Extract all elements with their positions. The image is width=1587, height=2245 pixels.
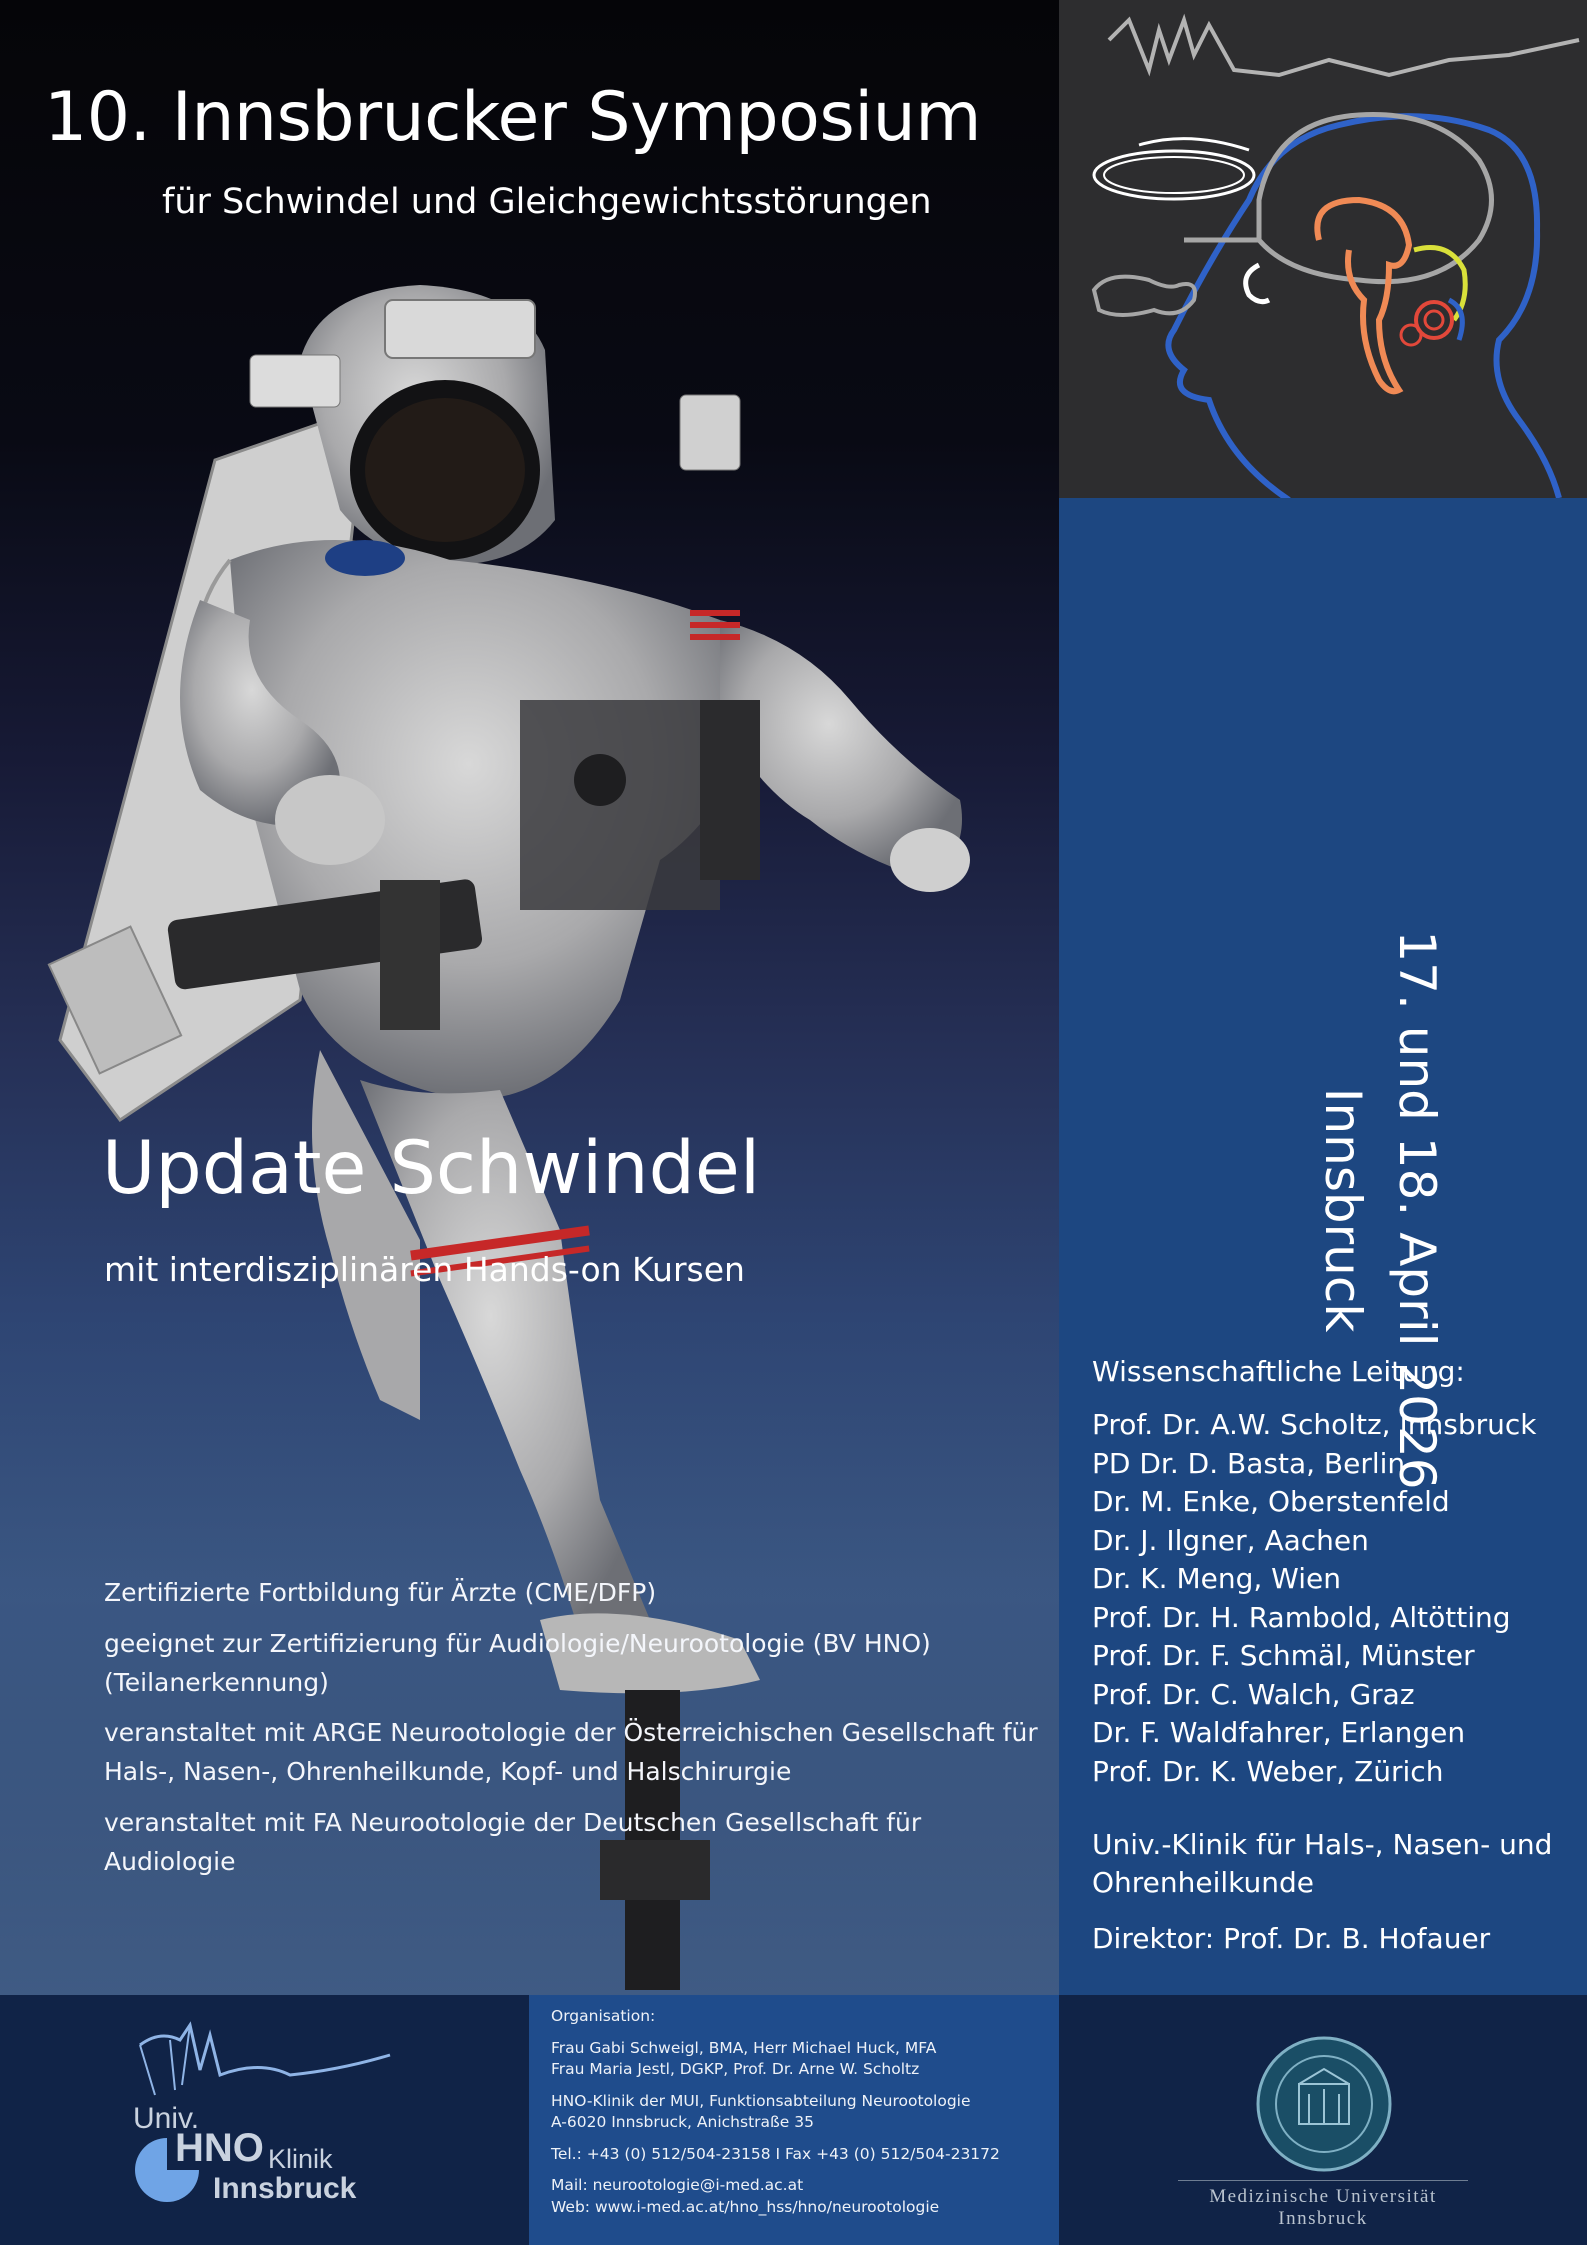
clinic-director: Direktor: Prof. Dr. B. Hofauer — [1092, 1922, 1491, 1955]
event-date: 17. und 18. April 2026 — [1388, 930, 1446, 1490]
university-name-line: Innsbruck — [1278, 2208, 1368, 2229]
organisation-address: A-6020 Innsbruck, Anichstraße 35 — [551, 2113, 814, 2131]
organisation-label: Organisation: — [551, 2007, 656, 2025]
hno-mountain-logo-icon — [120, 2015, 410, 2105]
event-title: 10. Innsbrucker Symposium — [44, 78, 981, 157]
info-item — [104, 1713, 1044, 1791]
flag-patch — [690, 610, 740, 640]
event-subtitle: für Schwindel und Gleichgewichtsstörungen — [162, 182, 932, 222]
organisation-phone: Tel.: +43 (0) 512/504-23158 I Fax +43 (0) 512/504-23172 — [551, 2144, 1000, 2163]
leadership-member: PD Dr. D. Basta, Berlin — [1092, 1446, 1406, 1480]
hno-logo-univ: Univ. — [133, 2102, 200, 2135]
info-item — [104, 1803, 1044, 1881]
info-line: Zertifizierte Fortbildung für Ärzte (CME/DFP) — [104, 1578, 657, 1607]
info-item — [104, 1573, 1044, 1612]
university-name — [1100, 2186, 1546, 2230]
clinic-line: Univ.-Klinik für Hals-, Nasen- und — [1092, 1828, 1553, 1861]
headline-subtitle: mit interdisziplinären Hands-on Kursen — [104, 1250, 745, 1289]
info-line: Hals-, Nasen-, Ohrenheilkunde, Kopf- und Halschirurgie — [104, 1757, 792, 1786]
hno-logo-hno: HNO — [175, 2126, 264, 2170]
info-line: Audiologie — [104, 1847, 236, 1876]
university-name-line: Medizinische Universität — [1209, 2186, 1437, 2207]
leadership-list — [1092, 1406, 1536, 1791]
organisation-block — [551, 2006, 1000, 2218]
leadership-member: Dr. J. Ilgner, Aachen — [1092, 1523, 1369, 1557]
hno-logo-innsbruck: Innsbruck — [213, 2172, 357, 2205]
leadership-heading: Wissenschaftliche Leitung: — [1092, 1355, 1465, 1388]
leadership-member: Prof. Dr. C. Walch, Graz — [1092, 1677, 1415, 1711]
headline: Update Schwindel — [102, 1126, 761, 1211]
leadership-member: Dr. M. Enke, Oberstenfeld — [1092, 1485, 1450, 1518]
university-seal-icon — [1254, 2034, 1394, 2174]
head-brain-illustration — [1059, 0, 1587, 498]
leadership-member: Dr. F. Waldfahrer, Erlangen — [1092, 1716, 1466, 1749]
university-divider — [1178, 2180, 1468, 2181]
organisation-people: Frau Maria Jestl, DGKP, Prof. Dr. Arne W. Scholtz — [551, 2060, 920, 2078]
hno-logo-klinik: Klinik — [268, 2144, 333, 2174]
head-illustration-panel — [1059, 0, 1587, 498]
info-line: veranstaltet mit FA Neurootologie der Deutschen Gesellschaft für — [104, 1808, 922, 1837]
leadership-member: Prof. Dr. F. Schmäl, Münster — [1092, 1639, 1475, 1672]
organisation-web: Web: www.i-med.ac.at/hno_hss/hno/neurootologie — [551, 2197, 940, 2216]
leadership-member: Prof. Dr. H. Rambold, Altötting — [1092, 1600, 1511, 1634]
leadership-member: Prof. Dr. K. Weber, Zürich — [1092, 1754, 1444, 1788]
leadership-member: Dr. K. Meng, Wien — [1092, 1562, 1341, 1595]
clinic-line: Ohrenheilkunde — [1092, 1866, 1315, 1899]
info-line: geeignet zur Zertifizierung für Audiologie/Neurootologie (BV HNO) — [104, 1629, 931, 1658]
info-line: veranstaltet mit ARGE Neurootologie der Österreichischen Gesellschaft für — [104, 1718, 1038, 1747]
info-item — [104, 1624, 1044, 1702]
clinic-name — [1092, 1826, 1552, 1902]
organisation-people: Frau Gabi Schweigl, BMA, Herr Michael Huck, MFA — [551, 2038, 937, 2057]
event-location: Innsbruck — [1314, 1087, 1372, 1333]
info-line: (Teilanerkennung) — [104, 1668, 329, 1697]
organisation-department: HNO-Klinik der MUI, Funktionsabteilung Neurootologie — [551, 2091, 971, 2110]
leadership-member: Prof. Dr. A.W. Scholtz, Innsbruck — [1092, 1408, 1537, 1441]
organisation-mail: Mail: neurootologie@i-med.ac.at — [551, 2176, 804, 2194]
